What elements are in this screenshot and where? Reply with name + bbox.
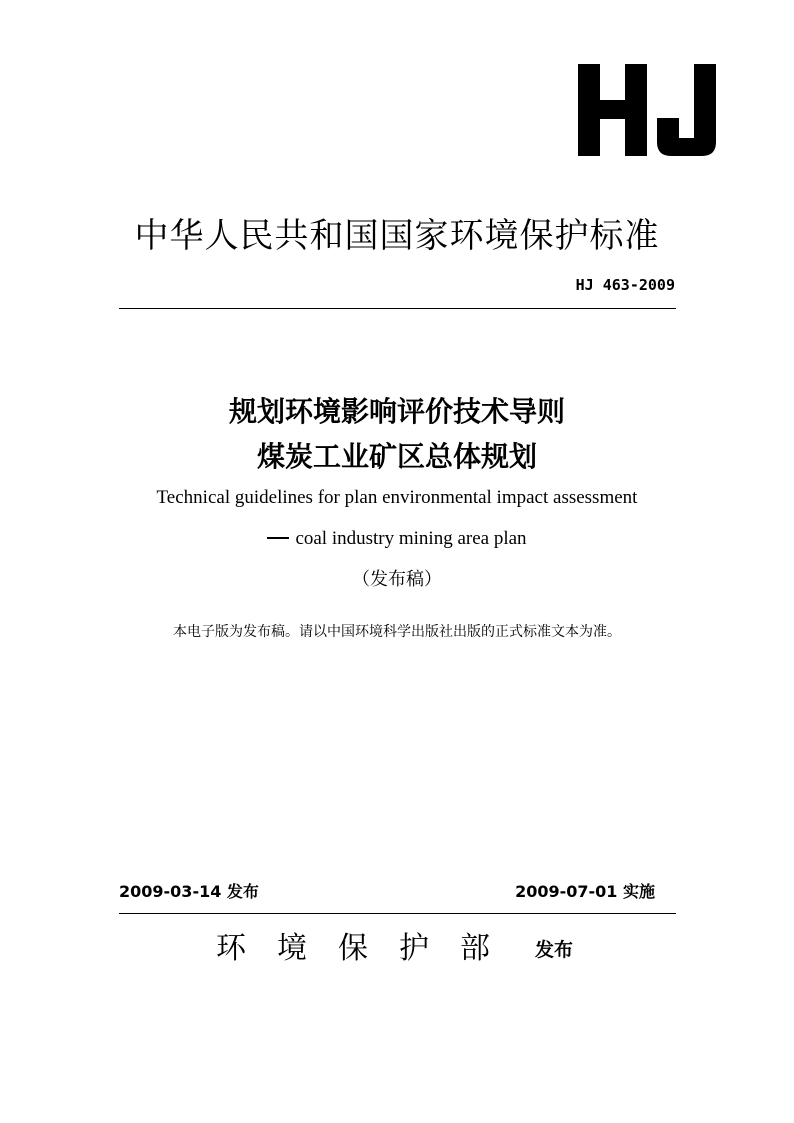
standard-number: HJ 463-2009	[575, 276, 675, 294]
em-dash-mark	[267, 537, 289, 539]
electronic-version-notice: 本电子版为发布稿。请以中国环境科学出版社出版的正式标准文本为准。	[173, 624, 621, 640]
bottom-divider	[119, 913, 676, 914]
hj-logo-letters	[578, 64, 716, 156]
document-title-line-1: 规划环境影响评价技术导则	[228, 395, 565, 428]
top-divider	[119, 308, 676, 309]
english-title-line-2-wrapper	[0, 526, 794, 552]
hj-logo	[577, 60, 722, 160]
issuer-name: 环境保护部	[216, 931, 521, 966]
issue-date: 2009-03-14 发布	[119, 882, 259, 901]
header-title: 中华人民共和国国家环境保护标准	[134, 216, 660, 256]
english-title-line-2: coal industry mining area plan	[295, 528, 527, 549]
draft-label: （发布稿）	[352, 569, 442, 590]
issuer-suffix: 发布	[535, 939, 574, 961]
effective-date: 2009-07-01 实施	[515, 882, 655, 901]
document-title-line-2: 煤炭工业矿区总体规划	[256, 440, 537, 473]
english-title-line-1: Technical guidelines for plan environmental impact assessment	[156, 487, 638, 508]
